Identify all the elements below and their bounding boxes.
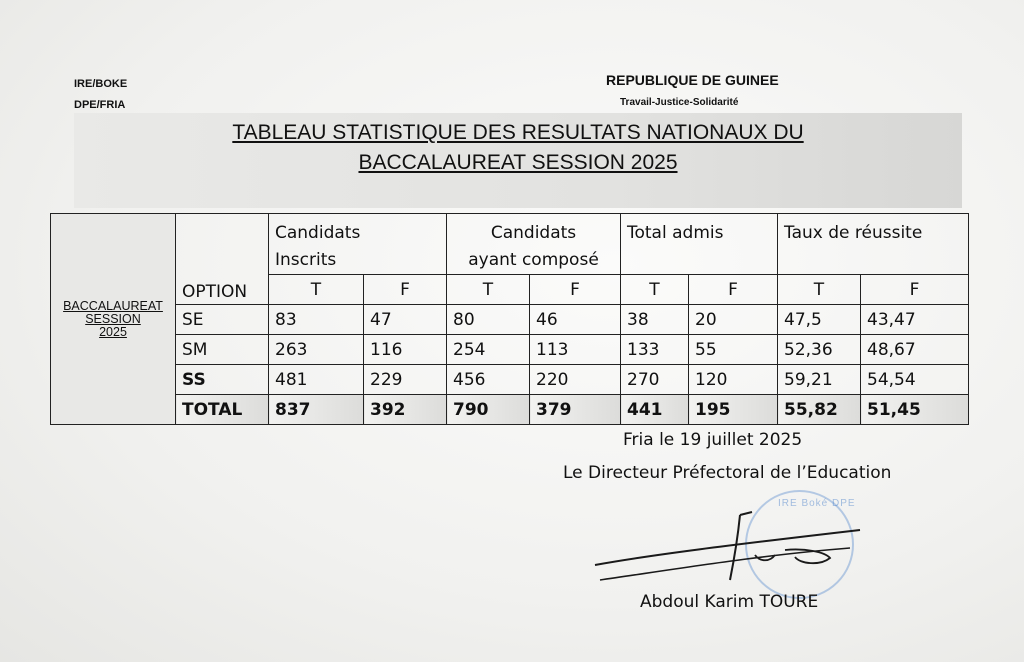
cell: 116 (364, 335, 447, 365)
cell: 120 (689, 365, 778, 395)
cell: 229 (364, 365, 447, 395)
cell: 20 (689, 305, 778, 335)
header-inscrits-l1: Candidats (275, 223, 361, 243)
sub-header-t: T (447, 275, 530, 305)
cell: 83 (269, 305, 364, 335)
row-option: SM (176, 335, 269, 365)
table-row (51, 335, 969, 365)
header-taux: Taux de réussite (778, 214, 969, 275)
side-label-line-2: SESSION (85, 311, 141, 326)
cell: 456 (447, 365, 530, 395)
side-label (51, 214, 176, 425)
total-cell: 195 (689, 395, 778, 425)
cell: 47 (364, 305, 447, 335)
cell: 43,47 (861, 305, 969, 335)
header-dpe: DPE/FRIA (74, 99, 126, 111)
cell: 481 (269, 365, 364, 395)
header-inscrits-l2: Inscrits (275, 250, 337, 270)
header-admis: Total admis (621, 214, 778, 275)
total-label: TOTAL (176, 395, 269, 425)
sub-header-f: F (861, 275, 969, 305)
sub-header-f: F (689, 275, 778, 305)
sub-header-t: T (269, 275, 364, 305)
total-row (51, 395, 969, 425)
option-header: OPTION (176, 214, 269, 305)
cell: 133 (621, 335, 689, 365)
cell: 52,36 (778, 335, 861, 365)
total-cell: 55,82 (778, 395, 861, 425)
header-inscrits (269, 214, 447, 275)
side-label-line-1: BACCALAUREAT (63, 298, 163, 313)
cell: 48,67 (861, 335, 969, 365)
total-cell: 392 (364, 395, 447, 425)
sub-header-f: F (364, 275, 447, 305)
cell: 55 (689, 335, 778, 365)
signatory-name: Abdoul Karim TOURE (640, 592, 819, 612)
sub-header-f: F (530, 275, 621, 305)
header-ire: IRE/BOKE (74, 78, 128, 90)
header-republic: REPUBLIQUE DE GUINEE (606, 72, 779, 88)
cell: 254 (447, 335, 530, 365)
total-cell: 441 (621, 395, 689, 425)
stamp-text: IRE Boké DPE (778, 498, 856, 509)
title-line-2: BACCALAUREAT SESSION 2025 (358, 151, 678, 174)
row-option: SE (176, 305, 269, 335)
table-row (51, 305, 969, 335)
title-line-1: TABLEAU STATISTIQUE DES RESULTATS NATIONAUX DU (232, 121, 804, 144)
cell: 38 (621, 305, 689, 335)
cell: 47,5 (778, 305, 861, 335)
cell: 270 (621, 365, 689, 395)
place-date: Fria le 19 juillet 2025 (623, 430, 803, 450)
cell: 80 (447, 305, 530, 335)
cell: 59,21 (778, 365, 861, 395)
header-motto: Travail-Justice-Solidarité (620, 97, 739, 108)
signature (590, 500, 870, 590)
cell: 113 (530, 335, 621, 365)
total-cell: 379 (530, 395, 621, 425)
cell: 46 (530, 305, 621, 335)
cell: 263 (269, 335, 364, 365)
total-cell: 837 (269, 395, 364, 425)
signatory-role: Le Directeur Préfectoral de l’Education (563, 463, 892, 483)
header-compose-l1: Candidats (490, 223, 577, 243)
total-cell: 51,45 (861, 395, 969, 425)
total-cell: 790 (447, 395, 530, 425)
document-title (74, 118, 962, 178)
header-compose-l2: ayant composé (468, 250, 599, 270)
side-label-line-3: 2025 (99, 324, 127, 339)
row-option: SS (176, 365, 269, 395)
table-row (51, 365, 969, 395)
cell: 54,54 (861, 365, 969, 395)
results-table (50, 213, 969, 425)
header-compose (447, 214, 621, 275)
sub-header-t: T (621, 275, 689, 305)
sub-header-t: T (778, 275, 861, 305)
cell: 220 (530, 365, 621, 395)
